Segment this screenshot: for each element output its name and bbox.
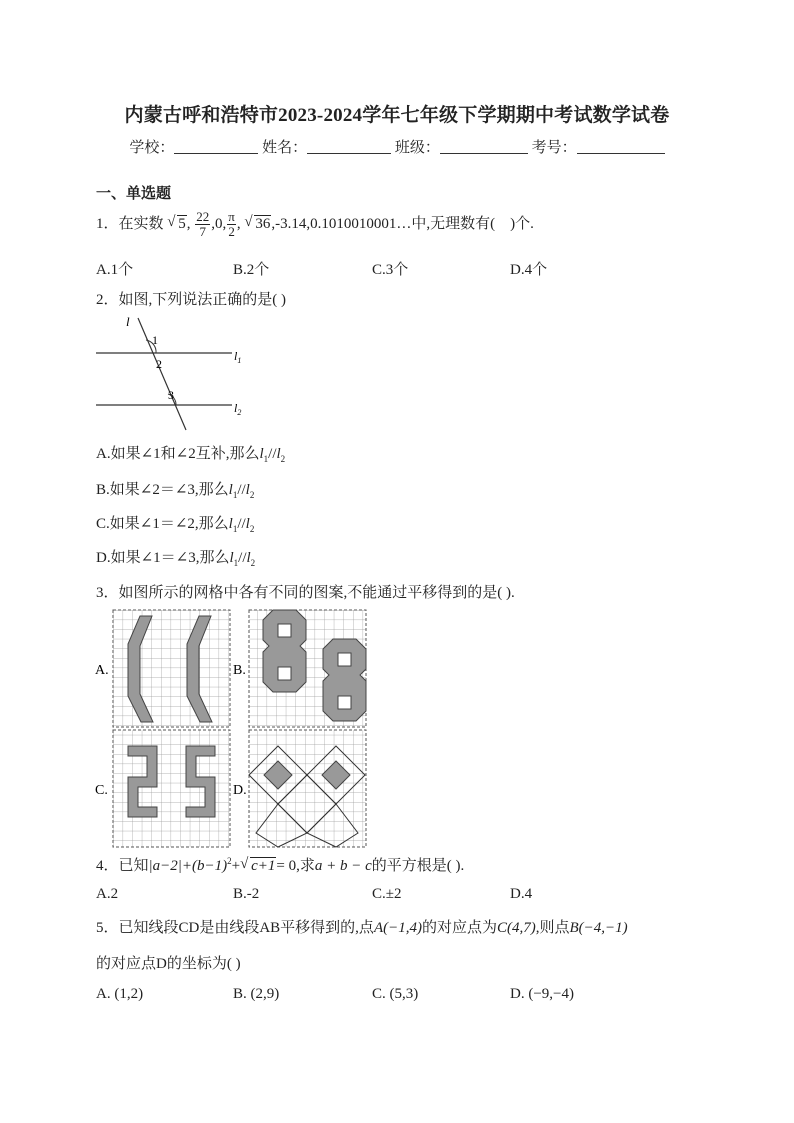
q4-square: 2 — [227, 856, 232, 866]
q4-sqrt: √ c+1 — [241, 858, 276, 875]
exam-no-blank[interactable] — [577, 139, 665, 154]
panel-c[interactable] — [113, 730, 230, 847]
q2-option-b[interactable]: B.如果∠2＝∠3,那么$l_1//l_2$ — [96, 482, 255, 500]
q5-option-c[interactable]: C. (5,3) — [372, 986, 419, 1002]
q2-d-text: D.如果∠1＝∠3,那么 — [96, 550, 230, 566]
name-blank[interactable] — [307, 139, 391, 154]
question-5 — [96, 916, 628, 937]
label-angle-2: 2 — [156, 357, 162, 371]
q2-option-a[interactable]: A.如果∠1和∠2互补,那么$l_1//l_2$ — [96, 446, 286, 464]
panel-d[interactable] — [249, 730, 366, 847]
school-blank[interactable] — [174, 139, 258, 154]
class-label: 班级： — [394, 140, 440, 156]
question-4 — [96, 854, 464, 875]
label-l: l — [126, 314, 130, 329]
panel-b[interactable] — [249, 610, 366, 727]
exam-title: 内蒙古呼和浩特市2023-2024学年七年级下学期期中考试数学试卷 — [124, 105, 670, 126]
q5-option-b[interactable]: B. (2,9) — [233, 986, 280, 1002]
q2-b-text: B.如果∠2＝∠3,那么 — [96, 482, 229, 498]
section-heading: 一、单选题 — [96, 186, 172, 202]
q5-point-a: A(−1,4) — [373, 920, 422, 936]
parallel-lines-figure — [92, 312, 262, 434]
q1-tail: ,-3.14,0.1010010001…中,无理数有( )个. — [271, 215, 534, 232]
label-c: C. — [95, 783, 108, 798]
name-label: 姓名： — [262, 140, 308, 156]
q2-option-d[interactable]: D.如果∠1＝∠3,那么$l_1//l_2$ — [96, 550, 256, 568]
class-blank[interactable] — [440, 139, 528, 154]
label-angle-3: 3 — [168, 388, 174, 402]
question-2: 2．如图,下列说法正确的是( ) — [96, 292, 286, 308]
q2-b-rel: // — [237, 482, 246, 498]
fraction-pi-2: $\frac{\pi}{2}$ — [228, 209, 235, 239]
q4-tail: 的平方根是( ). — [371, 858, 465, 874]
label-l1: $l_1$ — [234, 349, 242, 365]
sqrt36: √ 36 — [245, 216, 271, 233]
q1-number: 1． — [96, 215, 119, 232]
q1-option-c[interactable]: C.3个 — [372, 262, 409, 278]
q4-number: 4． — [96, 858, 119, 874]
q1-option-d[interactable]: D.4个 — [510, 262, 548, 278]
student-info-line — [0, 136, 794, 157]
label-a: A. — [95, 663, 109, 678]
fraction-22-7: $\frac{22}{7}$ — [196, 209, 210, 239]
q2-c-text: C.如果∠1＝∠2,那么 — [96, 516, 229, 532]
q4-option-d[interactable]: D.4 — [510, 886, 533, 902]
q2-d-rel: // — [238, 550, 247, 566]
q2-option-c[interactable]: C.如果∠1＝∠2,那么$l_1//l_2$ — [96, 516, 255, 534]
q5-option-a[interactable]: A. (1,2) — [96, 986, 144, 1002]
q2-c-rel: // — [237, 516, 246, 532]
q4-plus: + — [231, 858, 241, 874]
q2-a-text: A.如果∠1和∠2互补,那么 — [96, 446, 260, 462]
q1-stem: 在实数 — [118, 215, 164, 232]
grid-figures — [92, 606, 372, 848]
q5-text: 5．已知线段CD是由线段AB平移得到的,点 — [96, 920, 374, 936]
q5-point-b: B(−4,−1) — [569, 920, 628, 936]
q1-option-b[interactable]: B.2个 — [233, 262, 270, 278]
question-1: 1．在实数 √ 5, $\frac{22}{7}$ ,0, $\frac{\pi}{2}$ , √ 36,-3.14,0.1010010001…中,无理数有( )个. — [96, 210, 534, 239]
label-b: B. — [233, 663, 246, 678]
q5-mid: 的对应点为 — [421, 920, 497, 936]
school-label: 学校： — [129, 140, 175, 156]
q1-comma-zero: ,0, — [211, 215, 227, 232]
q4-option-c[interactable]: C.±2 — [372, 886, 402, 902]
exam-no-label: 考号： — [531, 140, 577, 156]
question-3: 3．如图所示的网格中各有不同的图案,不能通过平移得到的是( ). — [96, 585, 515, 601]
q5-point-c: C(4,7) — [496, 920, 536, 936]
q4-option-a[interactable]: A.2 — [96, 886, 119, 902]
label-l2: $l_2$ — [234, 401, 242, 417]
q5-option-d[interactable]: D. (−9,−4) — [510, 986, 574, 1002]
q4-option-b[interactable]: B.-2 — [233, 886, 260, 902]
q5-mid2: ,则点 — [535, 920, 570, 936]
q1-option-a[interactable]: A.1个 — [96, 262, 134, 278]
q2-a-rel: // — [268, 446, 277, 462]
label-angle-1: 1 — [152, 333, 158, 347]
q4-expr2: a + b − c — [314, 858, 372, 874]
sqrt5: √ 5 — [168, 216, 187, 233]
q4-eq: = 0,求 — [276, 858, 315, 874]
transversal-l — [138, 318, 186, 430]
panel-a[interactable] — [113, 610, 230, 727]
label-d: D. — [233, 783, 247, 798]
question-5-line2: 的对应点D的坐标为( ) — [96, 956, 241, 972]
q4-expr1: |a−2|+(b−1) — [148, 858, 228, 874]
q4-stem: 已知 — [118, 858, 149, 874]
